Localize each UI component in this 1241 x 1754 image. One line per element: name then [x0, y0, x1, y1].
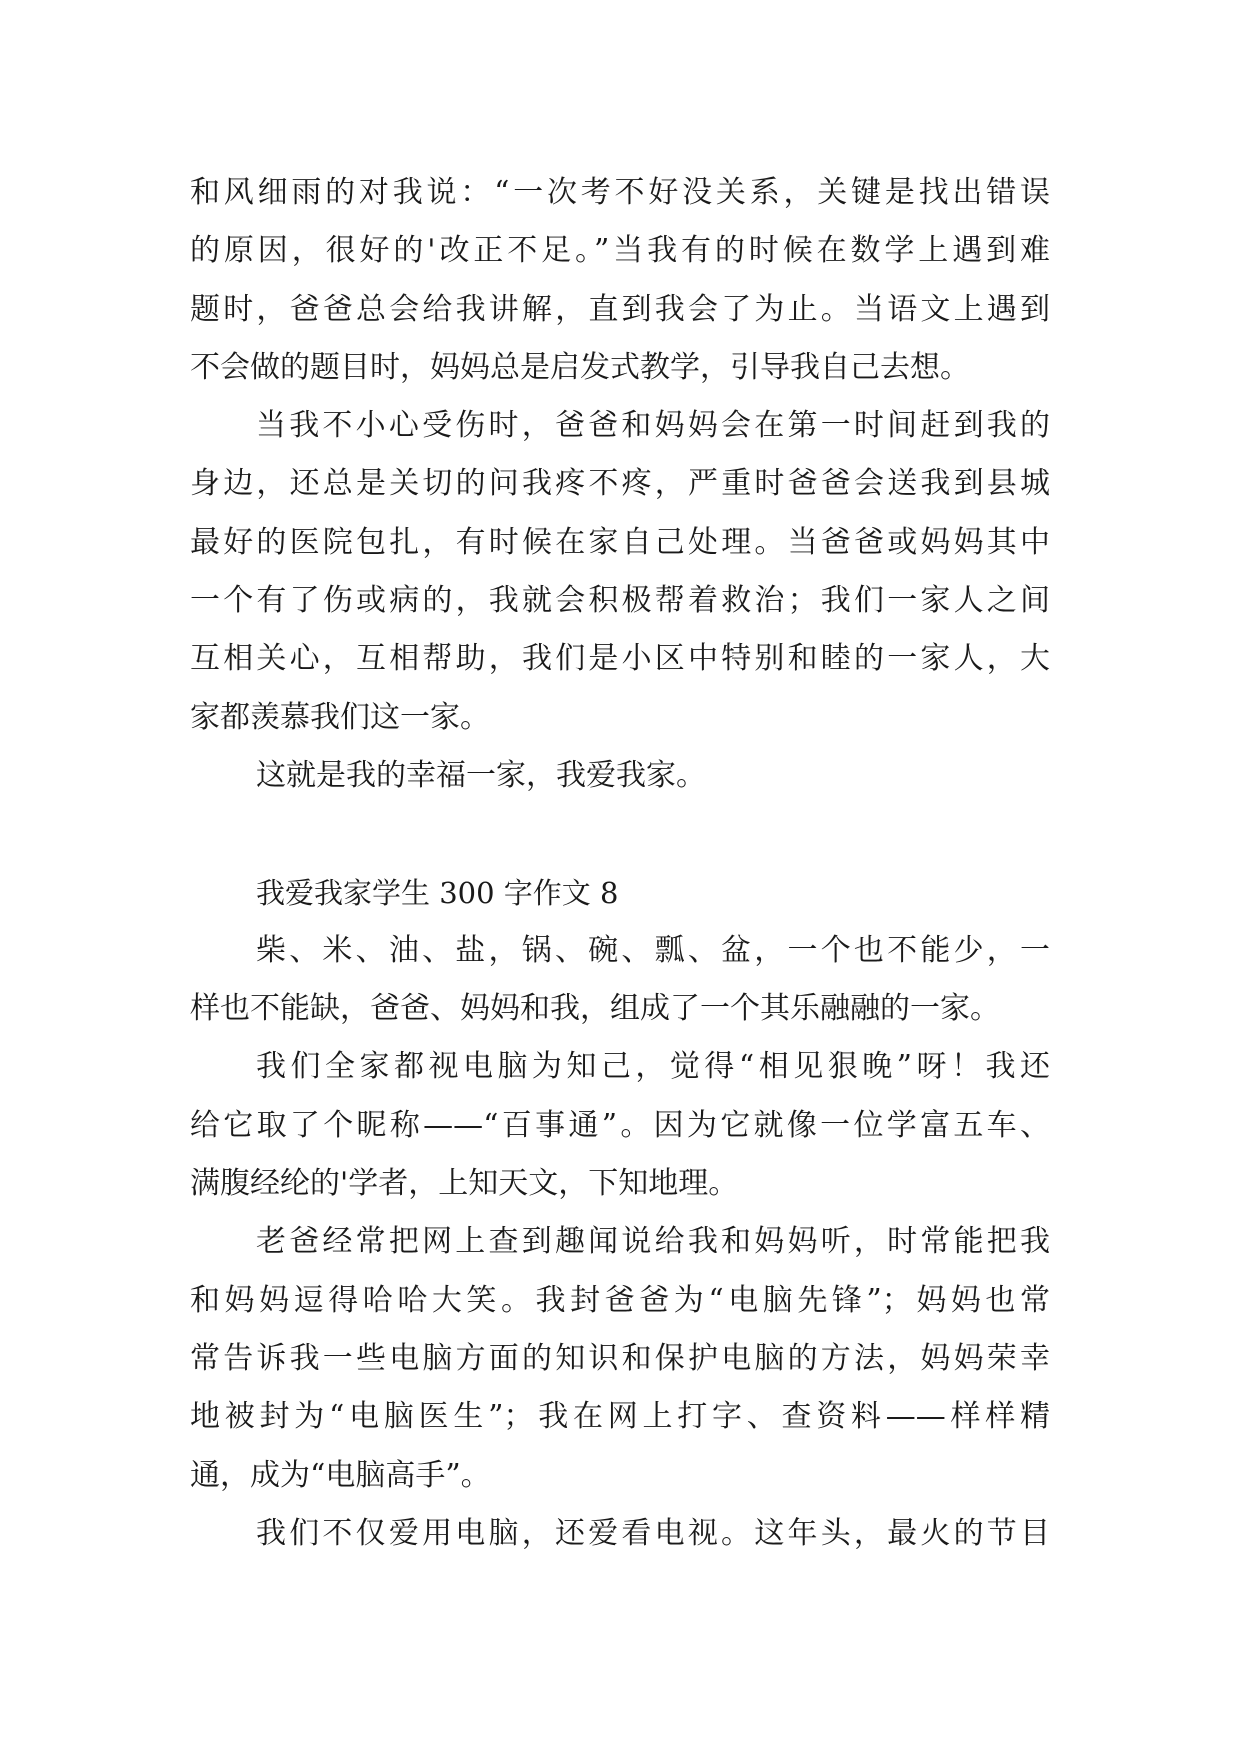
paragraph-first-line: 老爸经常把网上查到趣闻说给我和妈妈听，时常能把我	[256, 1224, 1050, 1260]
text-line: 最好的医院包扎，有时候在家自己处理。当爸爸或妈妈其中	[190, 524, 1050, 560]
text-line: 常告诉我一些电脑方面的知识和保护电脑的方法，妈妈荣幸	[190, 1340, 1050, 1376]
text-line: 通，成为“电脑高手”。	[190, 1457, 491, 1493]
text-line: 题时，爸爸总会给我讲解，直到我会了为止。当语文上遇到	[190, 291, 1050, 327]
text-line: 和妈妈逗得哈哈大笑。我封爸爸为“电脑先锋”；妈妈也常	[190, 1282, 1050, 1318]
text-line: 家都羡慕我们这一家。	[190, 699, 490, 735]
blank-line	[190, 805, 1050, 863]
text-line: 身边，还总是关切的问我疼不疼，严重时爸爸会送我到县城	[190, 466, 1050, 502]
essay-body	[190, 164, 1050, 1563]
paragraph-first-line: 我们不仅爱用电脑，还爱看电视。这年头，最火的节目	[256, 1515, 1050, 1551]
text-line: 地被封为“电脑医生”；我在网上打字、查资料——样样精	[190, 1399, 1050, 1435]
paragraph-first-line: 柴、米、油、盐，锅、碗、瓢、盆，一个也不能少，一	[256, 932, 1050, 968]
paragraph-first-line: 我们全家都视电脑为知己，觉得“相见狠晚”呀！我还	[256, 1049, 1050, 1085]
text-line: 满腹经纶的'学者，上知天文，下知地理。	[190, 1166, 739, 1202]
text-line: 的原因，很好的'改正不足。”当我有的时候在数学上遇到难	[190, 233, 1050, 269]
text-line: 一个有了伤或病的，我就会积极帮着救治；我们一家人之间	[190, 583, 1050, 619]
paragraph-first-line: 当我不小心受伤时，爸爸和妈妈会在第一时间赶到我的	[256, 408, 1050, 444]
text-line: 给它取了个昵称——“百事通”。因为它就像一位学富五车、	[190, 1107, 1050, 1143]
text-line: 和风细雨的对我说：“一次考不好没关系，关键是找出错误	[190, 175, 1050, 210]
text-line: 互相关心，互相帮助，我们是小区中特别和睦的一家人，大	[190, 641, 1050, 677]
paragraph-first-line: 这就是我的幸福一家，我爱我家。	[256, 757, 706, 793]
text-line: 样也不能缺，爸爸、妈妈和我，组成了一个其乐融融的一家。	[190, 991, 1000, 1027]
essay-title: 我爱我家学生 300 字作文 8	[256, 875, 619, 910]
text-line: 不会做的题目时，妈妈总是启发式教学，引导我自己去想。	[190, 349, 970, 385]
